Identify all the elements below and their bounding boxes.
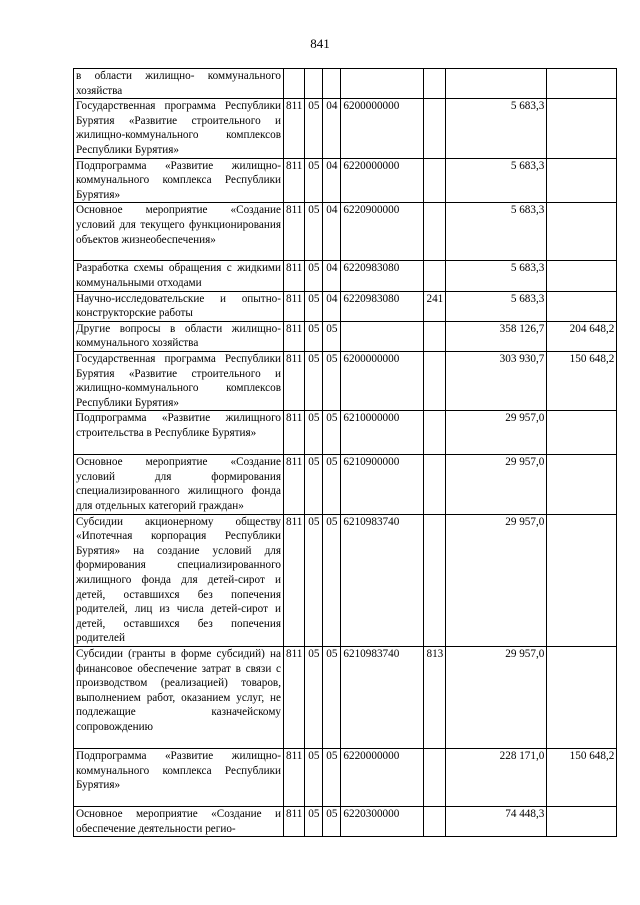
amount-1: 5 683,3 xyxy=(446,158,547,203)
expense-type-code xyxy=(424,351,446,410)
row-name: Основное мероприятие «Создание и обеспечение деятельности регио- xyxy=(74,807,284,837)
subsection-code: 05 xyxy=(323,321,341,351)
budget-table xyxy=(73,68,617,837)
subsection-code: 05 xyxy=(323,647,341,749)
amount-1 xyxy=(446,69,547,99)
target-article-code: 6220300000 xyxy=(341,807,424,837)
table-row xyxy=(74,351,617,410)
amount-2 xyxy=(547,158,617,203)
row-name: Государственная программа Республики Бурятия «Развитие строительного и жилищно-коммунального комплексов Республики Бурятия» xyxy=(74,351,284,410)
row-name: Основное мероприятие «Создание условий для формирования специализированного жилищного фонда для отдельных категорий граждан» xyxy=(74,455,284,514)
table-row xyxy=(74,749,617,807)
subsection-code: 04 xyxy=(323,158,341,203)
admin-code: 811 xyxy=(284,261,305,291)
admin-code xyxy=(284,69,305,99)
section-code: 05 xyxy=(305,411,323,455)
amount-2 xyxy=(547,455,617,514)
amount-1: 5 683,3 xyxy=(446,261,547,291)
target-article-code: 6220983080 xyxy=(341,261,424,291)
amount-2: 150 648,2 xyxy=(547,351,617,410)
admin-code: 811 xyxy=(284,455,305,514)
amount-2: 150 648,2 xyxy=(547,749,617,807)
expense-type-code: 813 xyxy=(424,647,446,749)
table-row xyxy=(74,455,617,514)
expense-type-code xyxy=(424,411,446,455)
admin-code: 811 xyxy=(284,749,305,807)
table-row xyxy=(74,321,617,351)
target-article-code: 6210900000 xyxy=(341,455,424,514)
amount-1: 74 448,3 xyxy=(446,807,547,837)
section-code: 05 xyxy=(305,158,323,203)
section-code: 05 xyxy=(305,807,323,837)
row-name: Подпрограмма «Развитие жилищно-коммунального комплекса Республики Бурятия» xyxy=(74,749,284,807)
subsection-code: 05 xyxy=(323,749,341,807)
amount-1: 5 683,3 xyxy=(446,291,547,321)
amount-2 xyxy=(547,807,617,837)
table-row xyxy=(74,807,617,837)
row-name: Подпрограмма «Развитие жилищно-коммунального комплекса Республики Бурятия» xyxy=(74,158,284,203)
target-article-code: 6220983080 xyxy=(341,291,424,321)
expense-type-code: 241 xyxy=(424,291,446,321)
section-code: 05 xyxy=(305,99,323,158)
row-name: Государственная программа Республики Бурятия «Развитие строительного и жилищно-коммунального комплексов Республики Бурятия» xyxy=(74,99,284,158)
row-name: Научно-исследовательские и опытно-конструкторские работы xyxy=(74,291,284,321)
admin-code: 811 xyxy=(284,411,305,455)
subsection-code: 04 xyxy=(323,203,341,261)
page-number: 841 xyxy=(310,36,330,51)
target-article-code: 6210983740 xyxy=(341,647,424,749)
row-name: Субсидии (гранты в форме субсидий) на финансовое обеспечение затрат в связи с производством (реализацией) товаров, выполнением работ, оказанием услуг, не подлежащие казначейскому сопровождению xyxy=(74,647,284,749)
section-code: 05 xyxy=(305,203,323,261)
subsection-code: 05 xyxy=(323,411,341,455)
row-name: Другие вопросы в области жилищно-коммунального хозяйства xyxy=(74,321,284,351)
section-code: 05 xyxy=(305,749,323,807)
amount-1: 5 683,3 xyxy=(446,203,547,261)
row-name: Подпрограмма «Развитие жилищного строительства в Республике Бурятия» xyxy=(74,411,284,455)
expense-type-code xyxy=(424,455,446,514)
amount-2 xyxy=(547,203,617,261)
row-name: в области жилищно- коммунального хозяйства xyxy=(74,69,284,99)
subsection-code: 04 xyxy=(323,291,341,321)
table-row xyxy=(74,158,617,203)
amount-2 xyxy=(547,411,617,455)
admin-code: 811 xyxy=(284,203,305,261)
expense-type-code xyxy=(424,261,446,291)
amount-1: 358 126,7 xyxy=(446,321,547,351)
amount-2 xyxy=(547,647,617,749)
amount-1: 29 957,0 xyxy=(446,647,547,749)
table-row xyxy=(74,514,617,646)
table-row xyxy=(74,411,617,455)
section-code: 05 xyxy=(305,514,323,646)
table-row xyxy=(74,261,617,291)
subsection-code: 05 xyxy=(323,455,341,514)
expense-type-code xyxy=(424,321,446,351)
admin-code: 811 xyxy=(284,291,305,321)
target-article-code: 6220900000 xyxy=(341,203,424,261)
section-code: 05 xyxy=(305,261,323,291)
table-row xyxy=(74,99,617,158)
section-code: 05 xyxy=(305,647,323,749)
expense-type-code xyxy=(424,514,446,646)
admin-code: 811 xyxy=(284,514,305,646)
amount-2: 204 648,2 xyxy=(547,321,617,351)
expense-type-code xyxy=(424,99,446,158)
amount-1: 29 957,0 xyxy=(446,455,547,514)
expense-type-code xyxy=(424,749,446,807)
section-code xyxy=(305,69,323,99)
table-row xyxy=(74,647,617,749)
amount-1: 29 957,0 xyxy=(446,411,547,455)
target-article-code xyxy=(341,69,424,99)
amount-1: 228 171,0 xyxy=(446,749,547,807)
subsection-code: 05 xyxy=(323,351,341,410)
target-article-code: 6200000000 xyxy=(341,99,424,158)
amount-2 xyxy=(547,69,617,99)
target-article-code: 6210000000 xyxy=(341,411,424,455)
expense-type-code xyxy=(424,807,446,837)
amount-1: 29 957,0 xyxy=(446,514,547,646)
target-article-code: 6220000000 xyxy=(341,749,424,807)
amount-2 xyxy=(547,514,617,646)
subsection-code: 04 xyxy=(323,99,341,158)
subsection-code: 05 xyxy=(323,514,341,646)
section-code: 05 xyxy=(305,291,323,321)
table-row xyxy=(74,203,617,261)
admin-code: 811 xyxy=(284,647,305,749)
target-article-code: 6200000000 xyxy=(341,351,424,410)
table-row xyxy=(74,291,617,321)
section-code: 05 xyxy=(305,351,323,410)
amount-2 xyxy=(547,99,617,158)
admin-code: 811 xyxy=(284,351,305,410)
admin-code: 811 xyxy=(284,321,305,351)
row-name: Разработка схемы обращения с жидкими коммунальными отходами xyxy=(74,261,284,291)
target-article-code xyxy=(341,321,424,351)
amount-1: 303 930,7 xyxy=(446,351,547,410)
admin-code: 811 xyxy=(284,158,305,203)
row-name: Субсидии акционерному обществу «Ипотечная корпорация Республики Бурятия» на создание условий для формирования специализированного жилищного фонда для детей-сирот и детей, оставшихся без попечения родителей, лиц из числа детей-сирот и детей, оставшихся без попечения родителей xyxy=(74,514,284,646)
target-article-code: 6210983740 xyxy=(341,514,424,646)
row-name: Основное мероприятие «Создание условий для текущего функционирования объектов жизнеобеспечения» xyxy=(74,203,284,261)
target-article-code: 6220000000 xyxy=(341,158,424,203)
expense-type-code xyxy=(424,203,446,261)
section-code: 05 xyxy=(305,321,323,351)
expense-type-code xyxy=(424,158,446,203)
amount-1: 5 683,3 xyxy=(446,99,547,158)
section-code: 05 xyxy=(305,455,323,514)
table-row xyxy=(74,69,617,99)
expense-type-code xyxy=(424,69,446,99)
amount-2 xyxy=(547,291,617,321)
subsection-code: 04 xyxy=(323,261,341,291)
admin-code: 811 xyxy=(284,99,305,158)
subsection-code xyxy=(323,69,341,99)
admin-code: 811 xyxy=(284,807,305,837)
table-body xyxy=(74,69,617,837)
amount-2 xyxy=(547,261,617,291)
subsection-code: 05 xyxy=(323,807,341,837)
